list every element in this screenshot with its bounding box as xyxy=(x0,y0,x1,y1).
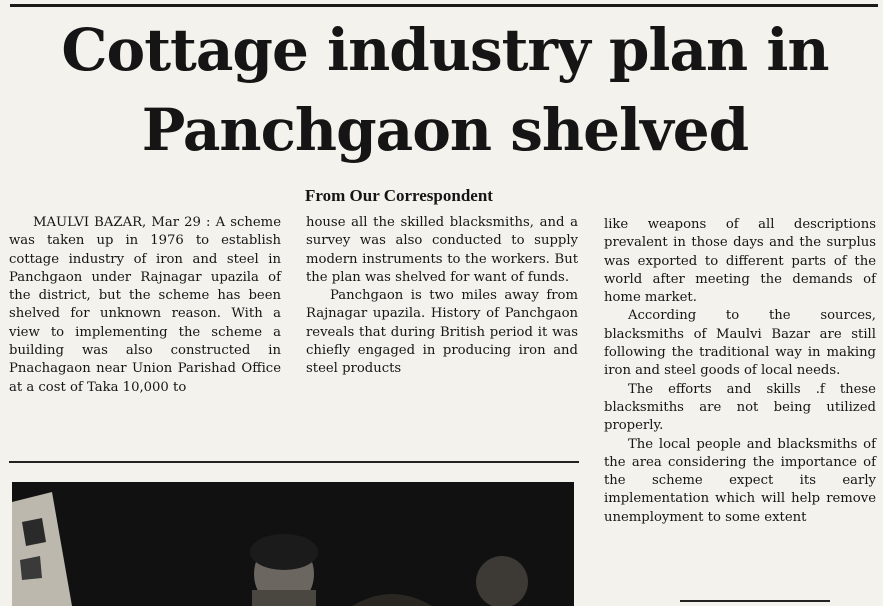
photo-image xyxy=(12,482,574,606)
column-rule xyxy=(9,461,579,463)
column-end-rule xyxy=(680,600,830,602)
news-photo xyxy=(12,482,574,606)
headline-line-2: Panchgaon shelved xyxy=(141,96,749,164)
top-rule xyxy=(10,4,878,7)
headline xyxy=(12,10,878,170)
headline-line-1: Cottage industry plan in xyxy=(61,16,829,84)
paragraph: The local people and blacksmiths of the area considering the importance of the scheme expect its early implementation which will help remove unemployment to some extent xyxy=(604,436,876,525)
article-column-1 xyxy=(9,214,281,397)
paragraph: MAULVI BAZAR, Mar 29 : A scheme was taken up in 1976 to establish cottage industry of iron and steel in Panchgaon under Rajnagar upazila of the district, but the scheme has been shelved for unknown reason. With a view to implementing the scheme a building was also constructed in Pnachagaon near Union Parishad Office at a cost of Taka 10,000 to xyxy=(9,215,281,395)
paragraph: like weapons of all descriptions prevalent in those days and the surplus was exported to different parts of the world after meeting the demands of home market. xyxy=(604,217,876,306)
paragraph: Panchgaon is two miles away from Rajnagar upazila. History of Panchgaon reveals that during British period it was chiefly engaged in producing iron and steel products xyxy=(306,288,578,377)
byline: From Our Correspondent xyxy=(305,186,493,205)
paragraph: house all the skilled blacksmiths, and a survey was also conducted to supply modern instruments to the workers. But the plan was shelved for want of funds. xyxy=(306,215,578,285)
paragraph: According to the sources, blacksmiths of Maulvi Bazar are still following the traditional way in making iron and steel goods of local needs. xyxy=(604,308,876,379)
article-column-3 xyxy=(604,216,876,527)
paragraph: The efforts and skills .f these blacksmiths are not being utilized properly. xyxy=(604,381,876,434)
article-column-2 xyxy=(306,214,578,379)
